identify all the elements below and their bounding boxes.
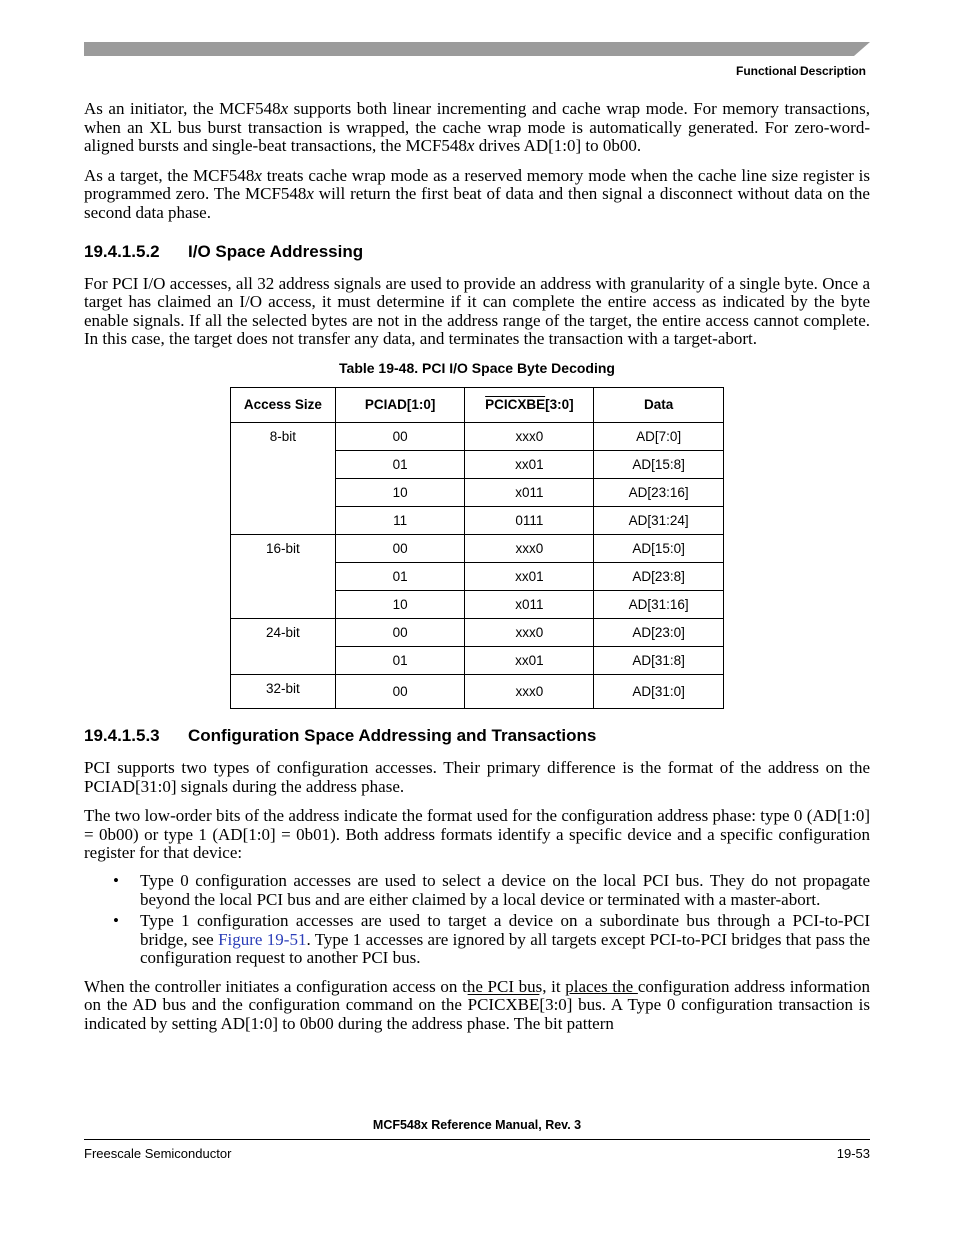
running-header: Functional Description [735, 64, 866, 78]
heading-title: Configuration Space Addressing and Transactions [188, 725, 597, 745]
table-row [231, 422, 724, 450]
cell-pciad: 10 [335, 478, 465, 506]
byte-decoding-table [230, 387, 724, 709]
paragraph-config-types: PCI supports two types of configuration accesses. Their primary difference is the format of the address on the PCIAD[31:0] signals during the address phase. [84, 757, 870, 796]
heading-io-space [84, 242, 870, 262]
bullet-list [84, 872, 870, 968]
cell-access-size: 16-bit [231, 534, 336, 618]
cell-data: AD[15:8] [594, 450, 724, 478]
cell-pcicxbe: xx01 [465, 450, 594, 478]
heading-config-space [84, 726, 870, 746]
page-number: 19-53 [836, 1146, 870, 1161]
cell-pciad: 10 [335, 590, 465, 618]
cell-pcicxbe: xxx0 [465, 422, 594, 450]
cell-pciad: 01 [335, 562, 465, 590]
cell-pciad: 00 [335, 618, 465, 646]
cell-data: AD[31:8] [594, 646, 724, 674]
cell-data: AD[7:0] [594, 422, 724, 450]
cell-pcicxbe: xxx0 [465, 618, 594, 646]
cell-data: AD[31:24] [594, 506, 724, 534]
bullet-glyph: • [113, 911, 119, 931]
cell-pciad: 00 [335, 422, 465, 450]
table-caption: Table 19-48. PCI I/O Space Byte Decoding [339, 359, 615, 376]
paragraph-config-format: The two low-order bits of the address indicate the format used for the configuration address phase: type 0 (AD[1:0] = 0b00) or type 1 (AD[1:0] = 0b01). Both address formats identify a specific device and a specific configuration register for that device: [84, 806, 870, 863]
cell-data: AD[23:0] [594, 618, 724, 646]
cell-pciad: 11 [335, 506, 465, 534]
cell-pcicxbe: xxx0 [465, 534, 594, 562]
header-data: Data [594, 387, 724, 422]
cell-pcicxbe: xxx0 [465, 674, 594, 708]
header-pciad: PCIAD[1:0] [335, 387, 465, 422]
table-row [231, 674, 724, 708]
heading-title: I/O Space Addressing [188, 241, 364, 261]
paragraph-io-space: For PCI I/O accesses, all 32 address signals are used to provide an address with granularity of a single byte. Once a target has claimed an I/O access, it must determine if it can complete the entire access as indicated by the byte enable signals. If all the selected bytes are not in the address range of the target, the entire access cannot complete. In this case, the target does not transfer any data, and terminates the transaction with a target-abort. [84, 273, 870, 349]
cell-data: AD[23:16] [594, 478, 724, 506]
cell-data: AD[31:0] [594, 674, 724, 708]
cell-pcicxbe: x011 [465, 478, 594, 506]
cell-data: AD[31:16] [594, 590, 724, 618]
header-access-size: Access Size [231, 387, 336, 422]
footer-divider [84, 1139, 870, 1140]
cell-pciad: 01 [335, 646, 465, 674]
bullet-glyph: • [113, 870, 119, 890]
cell-pcicxbe: 0111 [465, 506, 594, 534]
header-bar [84, 42, 870, 56]
heading-number: 19.4.1.5.3 [84, 725, 160, 745]
cell-pciad: 00 [335, 674, 465, 708]
footer-manual-title: MCF548x Reference Manual, Rev. 3 [372, 1118, 582, 1132]
table-row [231, 618, 724, 646]
table-header-row [231, 387, 724, 422]
footer-company: Freescale Semiconductor [84, 1146, 232, 1161]
cell-pcicxbe: x011 [465, 590, 594, 618]
list-item: • Type 1 configuration accesses are used to target a device on a subordinate bus through a PCI-to-PCI bridge, see Figure 19-51. Type 1 accesses are ignored by all targets except PCI-to-PCI bridges that pass the configuration request to another PCI bus. [113, 911, 870, 968]
paragraph-config-initiate: When the controller initiates a configuration access on the PCI bus, it places the configuration address information on the AD bus and the configuration command on the PCICXBE[3:0] bus. A Type 0 configuration transaction is indicated by setting AD[1:0] to 0b00 during the address phase. The bit pattern [84, 976, 871, 1034]
cell-pcicxbe: xx01 [465, 646, 594, 674]
cell-data: AD[15:0] [594, 534, 724, 562]
cell-data: AD[23:8] [594, 562, 724, 590]
cell-access-size: 24-bit [231, 618, 336, 674]
list-item: • Type 0 configuration accesses are used to select a device on the local PCI bus. They do not propagate beyond the local PCI bus and are either claimed by a local device or terminated with a master-abort. [113, 870, 870, 909]
header-bar-graphic [84, 42, 870, 56]
paragraph-initiator: As an initiator, the MCF548x supports both linear incrementing and cache wrap mode. For memory transactions, when an XL bus burst transaction is wrapped, the cache wrap mode is automatically generated. For zero-word-aligned bursts and single-beat transactions, the MCF548x drives AD[1:0] to 0b00. [84, 99, 870, 156]
table-row [231, 534, 724, 562]
cell-access-size: 32-bit [231, 674, 336, 708]
figure-link[interactable]: Figure 19-51 [218, 929, 307, 949]
paragraph-target: As a target, the MCF548x treats cache wrap mode as a reserved memory mode when the cache line size register is programmed zero. The MCF548x will return the first beat of data and then signal a disconnect without data on the second data phase. [84, 165, 870, 222]
cell-access-size: 8-bit [231, 422, 336, 534]
header-pcicxbe: PCICXBE[3:0] [465, 387, 594, 422]
cell-pcicxbe: xx01 [465, 562, 594, 590]
cell-pciad: 00 [335, 534, 465, 562]
cell-pciad: 01 [335, 450, 465, 478]
heading-number: 19.4.1.5.2 [84, 241, 160, 261]
